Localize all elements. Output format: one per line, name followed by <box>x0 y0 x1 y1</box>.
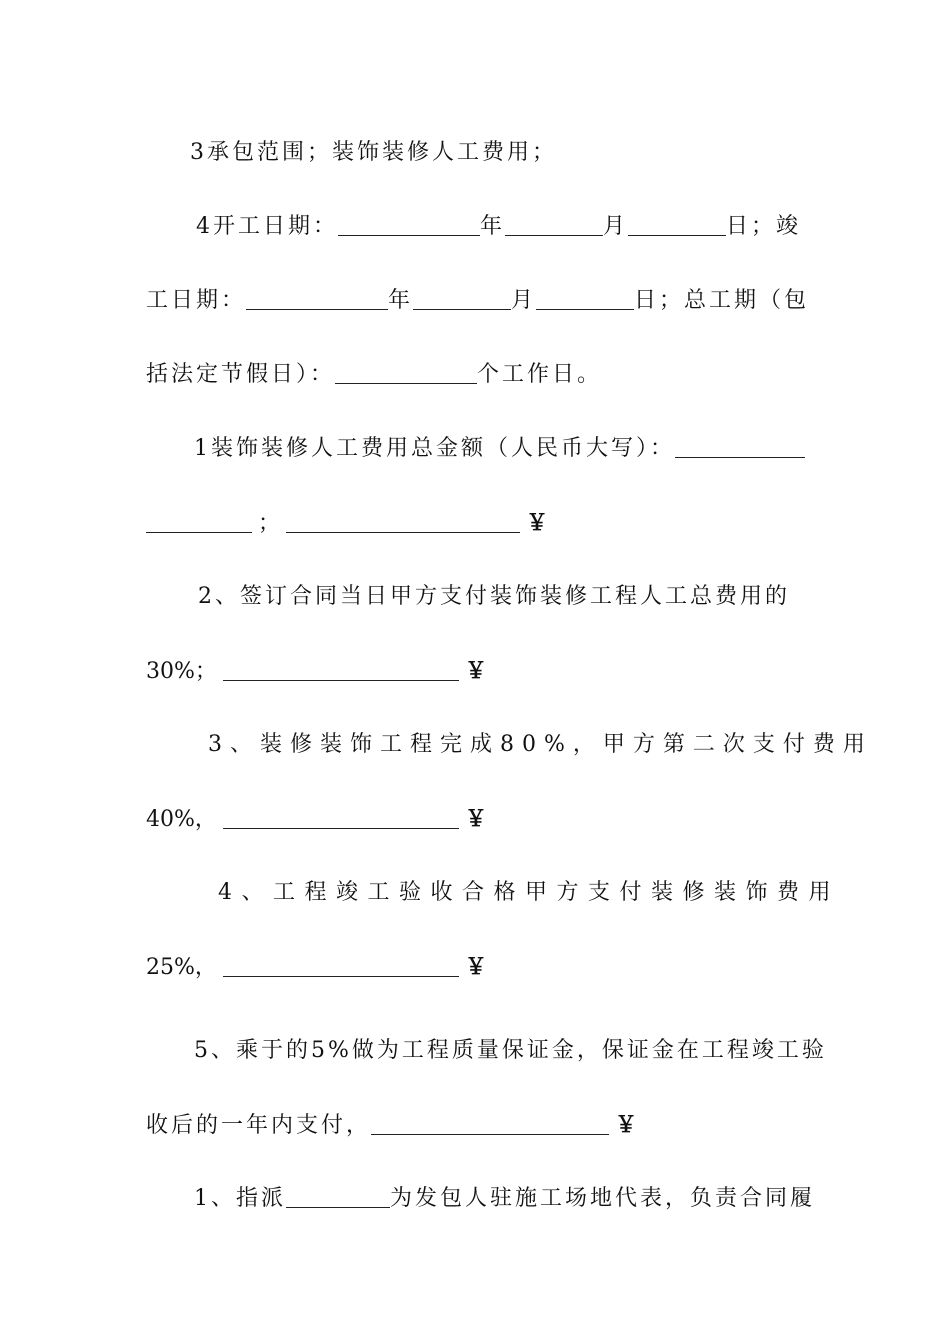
text-line-payment-2-amount: 40%， ￥ <box>146 806 487 832</box>
yen-sign: ￥ <box>464 954 487 980</box>
blank-payment-2[interactable] <box>223 806 459 829</box>
blank-start-year[interactable] <box>338 213 480 236</box>
text-line-workdays: 括法定节假日）： 个工作日。 <box>146 362 603 387</box>
text-line-end-date: 工日期： 年 月 日；总工期（包 <box>146 288 810 313</box>
text-line-payment-1: 2、签订合同当日甲方支付装饰装修工程人工总费用的 <box>198 584 790 609</box>
blank-start-month[interactable] <box>505 213 603 236</box>
yen-sign: ￥ <box>615 1112 638 1138</box>
text-line-payment-1-amount: 30%； ￥ <box>146 658 487 684</box>
text-line-retention: 5、乘于的5%做为工程质量保证金，保证金在工程竣工验 <box>194 1038 827 1063</box>
blank-total-amount-figures[interactable] <box>286 510 520 533</box>
blank-retention[interactable] <box>371 1112 609 1135</box>
blank-payment-1[interactable] <box>223 658 459 681</box>
blank-end-day[interactable] <box>536 287 634 310</box>
yen-sign: ￥ <box>526 510 549 536</box>
yen-sign: ￥ <box>464 658 487 684</box>
blank-end-month[interactable] <box>413 287 511 310</box>
blank-total-amount-words-cont[interactable] <box>146 510 252 533</box>
blank-start-day[interactable] <box>628 213 726 236</box>
text-line-start-date: 4开工日期： 年 月 日；竣 <box>196 214 802 239</box>
text-line-payment-3: 4、工程竣工验收合格甲方支付装修装饰费用 <box>218 880 840 905</box>
blank-end-year[interactable] <box>246 287 388 310</box>
blank-representative[interactable] <box>286 1185 390 1208</box>
text-line-retention-amount: 收后的一年内支付， ￥ <box>146 1112 638 1138</box>
text-line-scope: 3承包范围；装饰装修人工费用； <box>190 140 557 165</box>
yen-sign: ￥ <box>464 806 487 832</box>
text-line-total-amount-cont: ； ￥ <box>146 506 548 540</box>
blank-payment-3[interactable] <box>223 954 459 977</box>
blank-total-amount-words[interactable] <box>675 435 805 458</box>
blank-workdays[interactable] <box>335 361 477 384</box>
text-line-representative: 1、指派 为发包人驻施工场地代表，负责合同履 <box>194 1186 816 1211</box>
text-line-payment-3-amount: 25%， ￥ <box>146 954 487 980</box>
text-line-total-amount: 1装饰装修人工费用总金额（人民币大写）： <box>194 432 805 466</box>
text-line-payment-2: 3、装修装饰工程完成80%，甲方第二次支付费用 <box>208 732 873 757</box>
